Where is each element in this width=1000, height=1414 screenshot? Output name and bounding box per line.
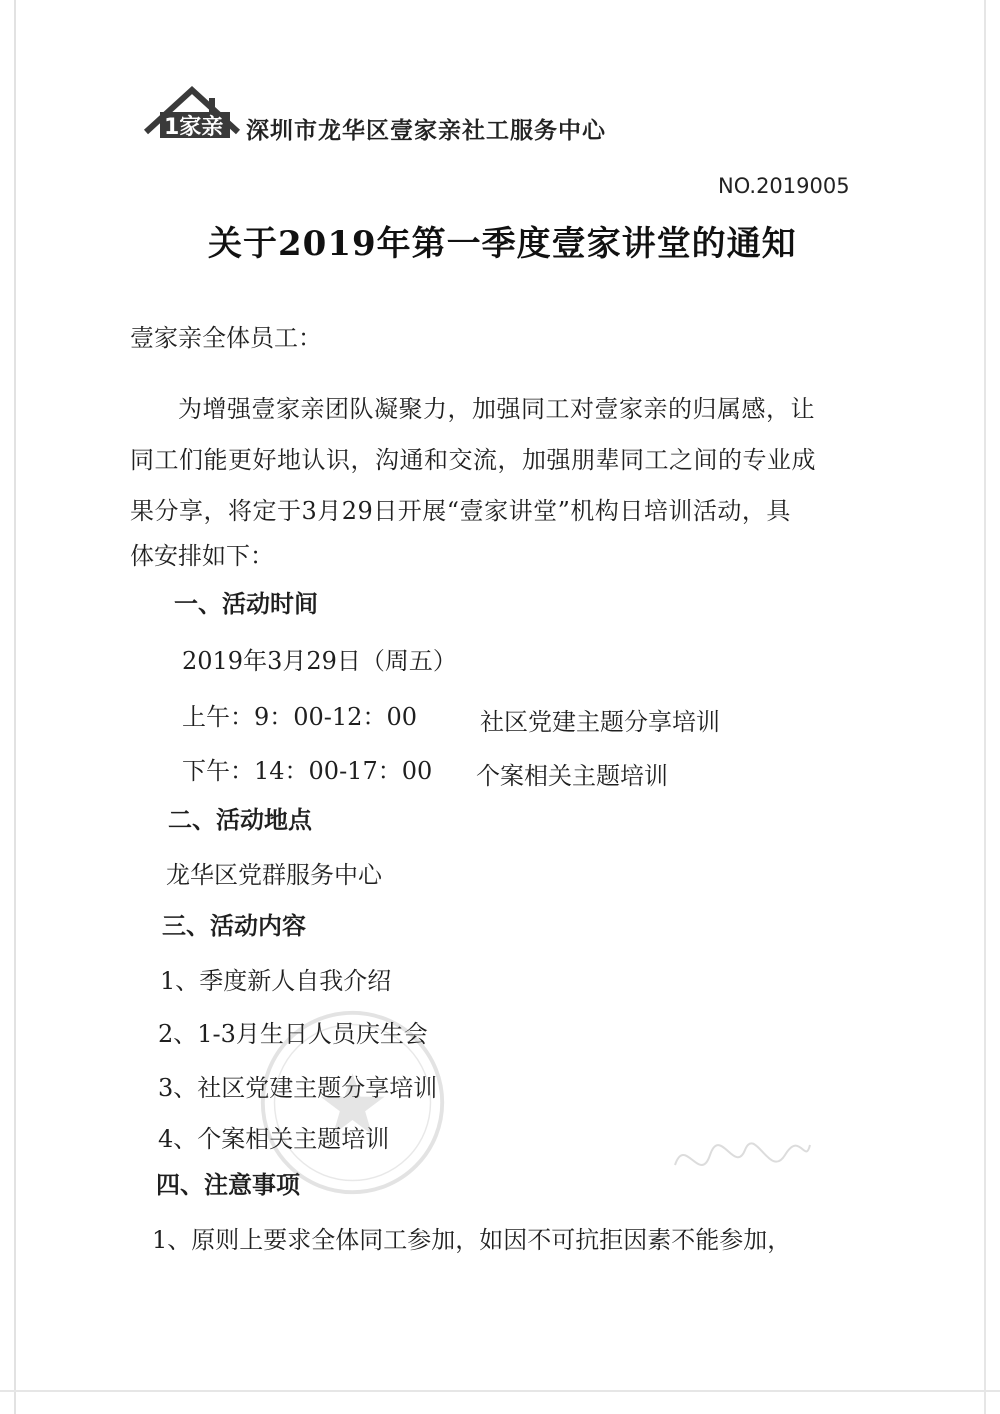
intro-line-2: 同工们能更好地认识，沟通和交流，加强朋辈同工之间的专业成	[130, 446, 816, 474]
org-name: 深圳市龙华区壹家亲社工服务中心	[246, 118, 606, 144]
scan-edge-left	[14, 0, 16, 1414]
note-item: 1、原则上要求全体同工参加，如因不可抗拒因素不能参加，	[152, 1226, 792, 1254]
section-heading-notes: 四、注意事项	[156, 1170, 300, 1199]
activity-place: 龙华区党群服务中心	[166, 861, 382, 889]
document-title: 关于2019年第一季度壹家讲堂的通知	[208, 224, 797, 264]
document-number: NO.2019005	[718, 174, 850, 198]
morning-topic: 社区党建主题分享培训	[480, 708, 720, 736]
intro-line-1: 为增强壹家亲团队凝聚力，加强同工对壹家亲的归属感，让	[178, 395, 815, 423]
org-logo-icon	[142, 84, 242, 146]
section-heading-place: 二、活动地点	[168, 805, 312, 834]
logo-text: 1家亲	[164, 115, 224, 140]
section-heading-time: 一、活动时间	[174, 589, 318, 618]
afternoon-topic: 个案相关主题培训	[476, 762, 668, 790]
section-heading-content: 三、活动内容	[162, 911, 306, 940]
intro-line-4: 体安排如下：	[130, 542, 274, 570]
morning-time: 上午：9：00-12：00	[182, 703, 417, 731]
content-item: 4、个案相关主题培训	[158, 1125, 390, 1153]
content-item: 2、1-3月生日人员庆生会	[158, 1020, 428, 1048]
intro-line-3: 果分享，将定于3月29日开展“壹家讲堂”机构日培训活动，具	[130, 497, 791, 525]
scan-edge-right	[984, 0, 986, 1414]
content-item: 3、社区党建主题分享培训	[158, 1074, 438, 1102]
content-item: 1、季度新人自我介绍	[160, 967, 392, 995]
scan-edge-bottom	[0, 1390, 1000, 1392]
afternoon-time: 下午：14：00-17：00	[182, 757, 433, 785]
salutation: 壹家亲全体员工：	[130, 324, 322, 352]
signature-watermark	[665, 1125, 815, 1195]
seal-watermark	[255, 1005, 450, 1200]
activity-date: 2019年3月29日（周五）	[182, 647, 457, 675]
